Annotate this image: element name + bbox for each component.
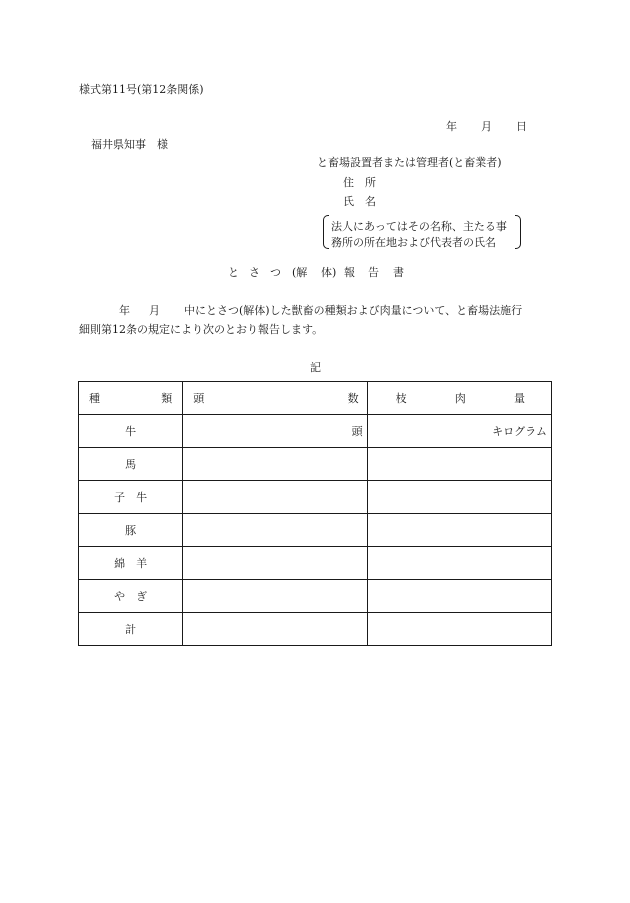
table-row [79, 547, 552, 580]
row-kind: 馬 [79, 448, 183, 481]
header-count: 頭 数 [183, 382, 367, 415]
table-row [79, 448, 552, 481]
count-cell[interactable] [183, 580, 367, 613]
addressee: 福井県知事 様 [91, 138, 168, 151]
row-kind: や ぎ [79, 580, 183, 613]
weight-cell[interactable] [367, 580, 551, 613]
row-kind: 豚 [79, 514, 183, 547]
title-char: (解 [292, 266, 308, 279]
title-char: 報 [344, 266, 355, 279]
table-row [79, 580, 552, 613]
date-day-label: 日 [516, 120, 527, 133]
count-cell[interactable] [183, 547, 367, 580]
corporate-note [323, 215, 521, 247]
count-cell[interactable] [183, 613, 367, 646]
left-bracket [323, 215, 329, 249]
date-month-label: 月 [481, 120, 492, 133]
right-bracket [515, 215, 521, 249]
header-kind: 種 類 [79, 382, 183, 415]
table-row [79, 481, 552, 514]
table-row-total [79, 613, 552, 646]
livestock-report-table [78, 381, 552, 646]
count-cell[interactable] [183, 514, 367, 547]
count-cell[interactable] [183, 481, 367, 514]
ki-label: 記 [310, 361, 321, 374]
unit-head: 頭 [351, 425, 363, 438]
table-header-row [79, 382, 552, 415]
weight-cell[interactable] [367, 481, 551, 514]
title-char: 体) [321, 266, 337, 279]
name-label: 氏 名 [343, 195, 376, 208]
body-month-label: 月 [149, 304, 160, 317]
corporate-note-line1: 法人にあってはその名称、主たる事 [331, 220, 507, 233]
corporate-note-line2: 務所の所在地および代表者の氏名 [331, 236, 496, 249]
count-cell[interactable] [183, 448, 367, 481]
title-char: 書 [393, 266, 404, 279]
form-number: 様式第11号(第12条関係) [79, 83, 204, 96]
header-meat-weight: 枝 肉 量 [367, 382, 551, 415]
address-label: 住 所 [343, 176, 376, 189]
weight-cell[interactable] [367, 448, 551, 481]
title-char: さ [249, 266, 260, 279]
weight-cell[interactable] [367, 415, 551, 448]
unit-kg: キログラム [492, 425, 547, 438]
title-char: つ [270, 266, 281, 279]
weight-cell[interactable] [367, 514, 551, 547]
table-row [79, 514, 552, 547]
submitter-role: と畜場設置者または管理者(と畜業者) [317, 156, 502, 169]
title-char: と [228, 266, 239, 279]
row-kind: 子 牛 [79, 481, 183, 514]
row-kind: 綿 羊 [79, 547, 183, 580]
weight-cell[interactable] [367, 613, 551, 646]
body-year-label: 年 [119, 304, 130, 317]
body-text-line2: 細則第12条の規定により次のとおり報告します。 [79, 323, 324, 336]
body-text-line1: 中にとさつ(解体)した獣畜の種類および肉量について、と畜場法施行 [184, 304, 523, 317]
row-kind: 計 [79, 613, 183, 646]
title-char: 告 [368, 266, 379, 279]
weight-cell[interactable] [367, 547, 551, 580]
date-year-label: 年 [446, 120, 457, 133]
table-row [79, 415, 552, 448]
row-kind: 牛 [79, 415, 183, 448]
count-cell[interactable] [183, 415, 367, 448]
